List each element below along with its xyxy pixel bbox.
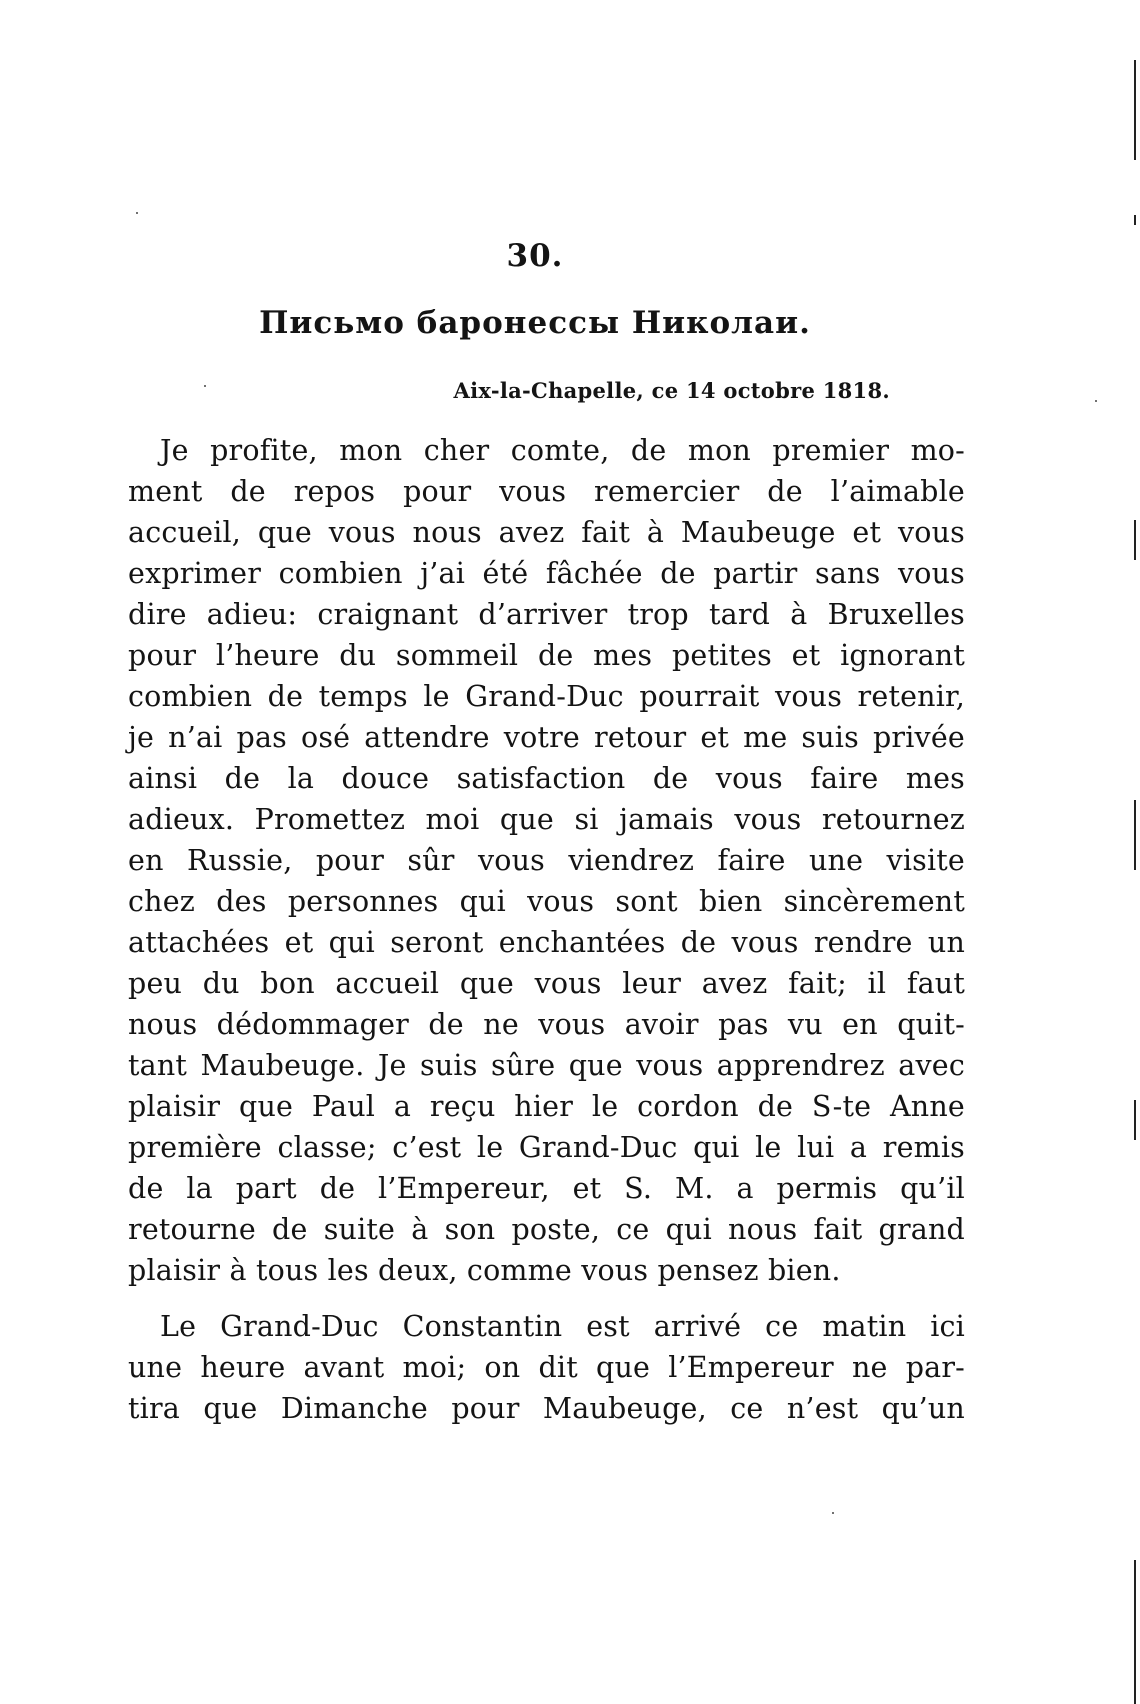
text-line: tira que Dimanche pour Maubeuge, ce n’est qu’un bbox=[128, 1392, 965, 1425]
text-line: Le Grand-Duc Constantin est arrivé ce matin ici bbox=[160, 1310, 965, 1343]
text-line: ment de repos pour vous remercier de l’aimable bbox=[128, 475, 965, 508]
text-line: je n’ai pas osé attendre votre retour et me suis privée bbox=[128, 721, 965, 754]
text-line: plaisir que Paul a reçu hier le cordon de S-te Anne bbox=[128, 1090, 965, 1123]
text-line: adieux. Promettez moi que si jamais vous retournez bbox=[128, 803, 965, 836]
text-line: retourne de suite à son poste, ce qui nous fait grand bbox=[128, 1213, 965, 1246]
paragraph-1 bbox=[128, 430, 965, 1291]
text-line: combien de temps le Grand-Duc pourrait vous retenir, bbox=[128, 680, 965, 713]
text-line: attachées et qui seront enchantées de vous rendre un bbox=[128, 926, 965, 959]
text-line: en Russie, pour sûr vous viendrez faire une visite bbox=[128, 844, 965, 877]
text-line: peu du bon accueil que vous leur avez fait; il faut bbox=[128, 967, 965, 1000]
paragraph-2 bbox=[128, 1306, 965, 1429]
text-line: tant Maubeuge. Je suis sûre que vous apprendrez avec bbox=[128, 1049, 965, 1082]
text-line: accueil, que vous nous avez fait à Maubeuge et vous bbox=[128, 516, 965, 549]
text-line: exprimer combien j’ai été fâchée de partir sans vous bbox=[128, 557, 965, 590]
letter-title: Письмо баронессы Николаи. bbox=[259, 305, 811, 341]
page-edge-shadow bbox=[1134, 0, 1136, 1704]
text-line: chez des personnes qui vous sont bien sincèrement bbox=[128, 885, 965, 918]
text-line: de la part de l’Empereur, et S. M. a permis qu’il bbox=[128, 1172, 965, 1205]
text-line: dire adieu: craignant d’arriver trop tard à Bruxelles bbox=[128, 598, 965, 631]
letter-dateline: Aix-la-Chapelle, ce 14 octobre 1818. bbox=[453, 378, 890, 403]
text-line: nous dédommager de ne vous avoir pas vu en quit- bbox=[128, 1008, 965, 1041]
text-line: Je profite, mon cher comte, de mon premier mo- bbox=[160, 434, 965, 467]
scan-speck bbox=[136, 212, 138, 214]
text-line: ainsi de la douce satisfaction de vous faire mes bbox=[128, 762, 965, 795]
scan-speck bbox=[1095, 400, 1097, 402]
text-line: plaisir à tous les deux, comme vous pensez bien. bbox=[128, 1254, 841, 1287]
text-line: une heure avant moi; on dit que l’Empereur ne par- bbox=[128, 1351, 965, 1384]
scan-speck bbox=[832, 1512, 834, 1514]
text-line: pour l’heure du sommeil de mes petites et ignorant bbox=[128, 639, 965, 672]
scan-speck bbox=[204, 385, 206, 387]
page-number: 30. bbox=[506, 238, 564, 274]
text-line: première classe; c’est le Grand-Duc qui le lui a remis bbox=[128, 1131, 965, 1164]
